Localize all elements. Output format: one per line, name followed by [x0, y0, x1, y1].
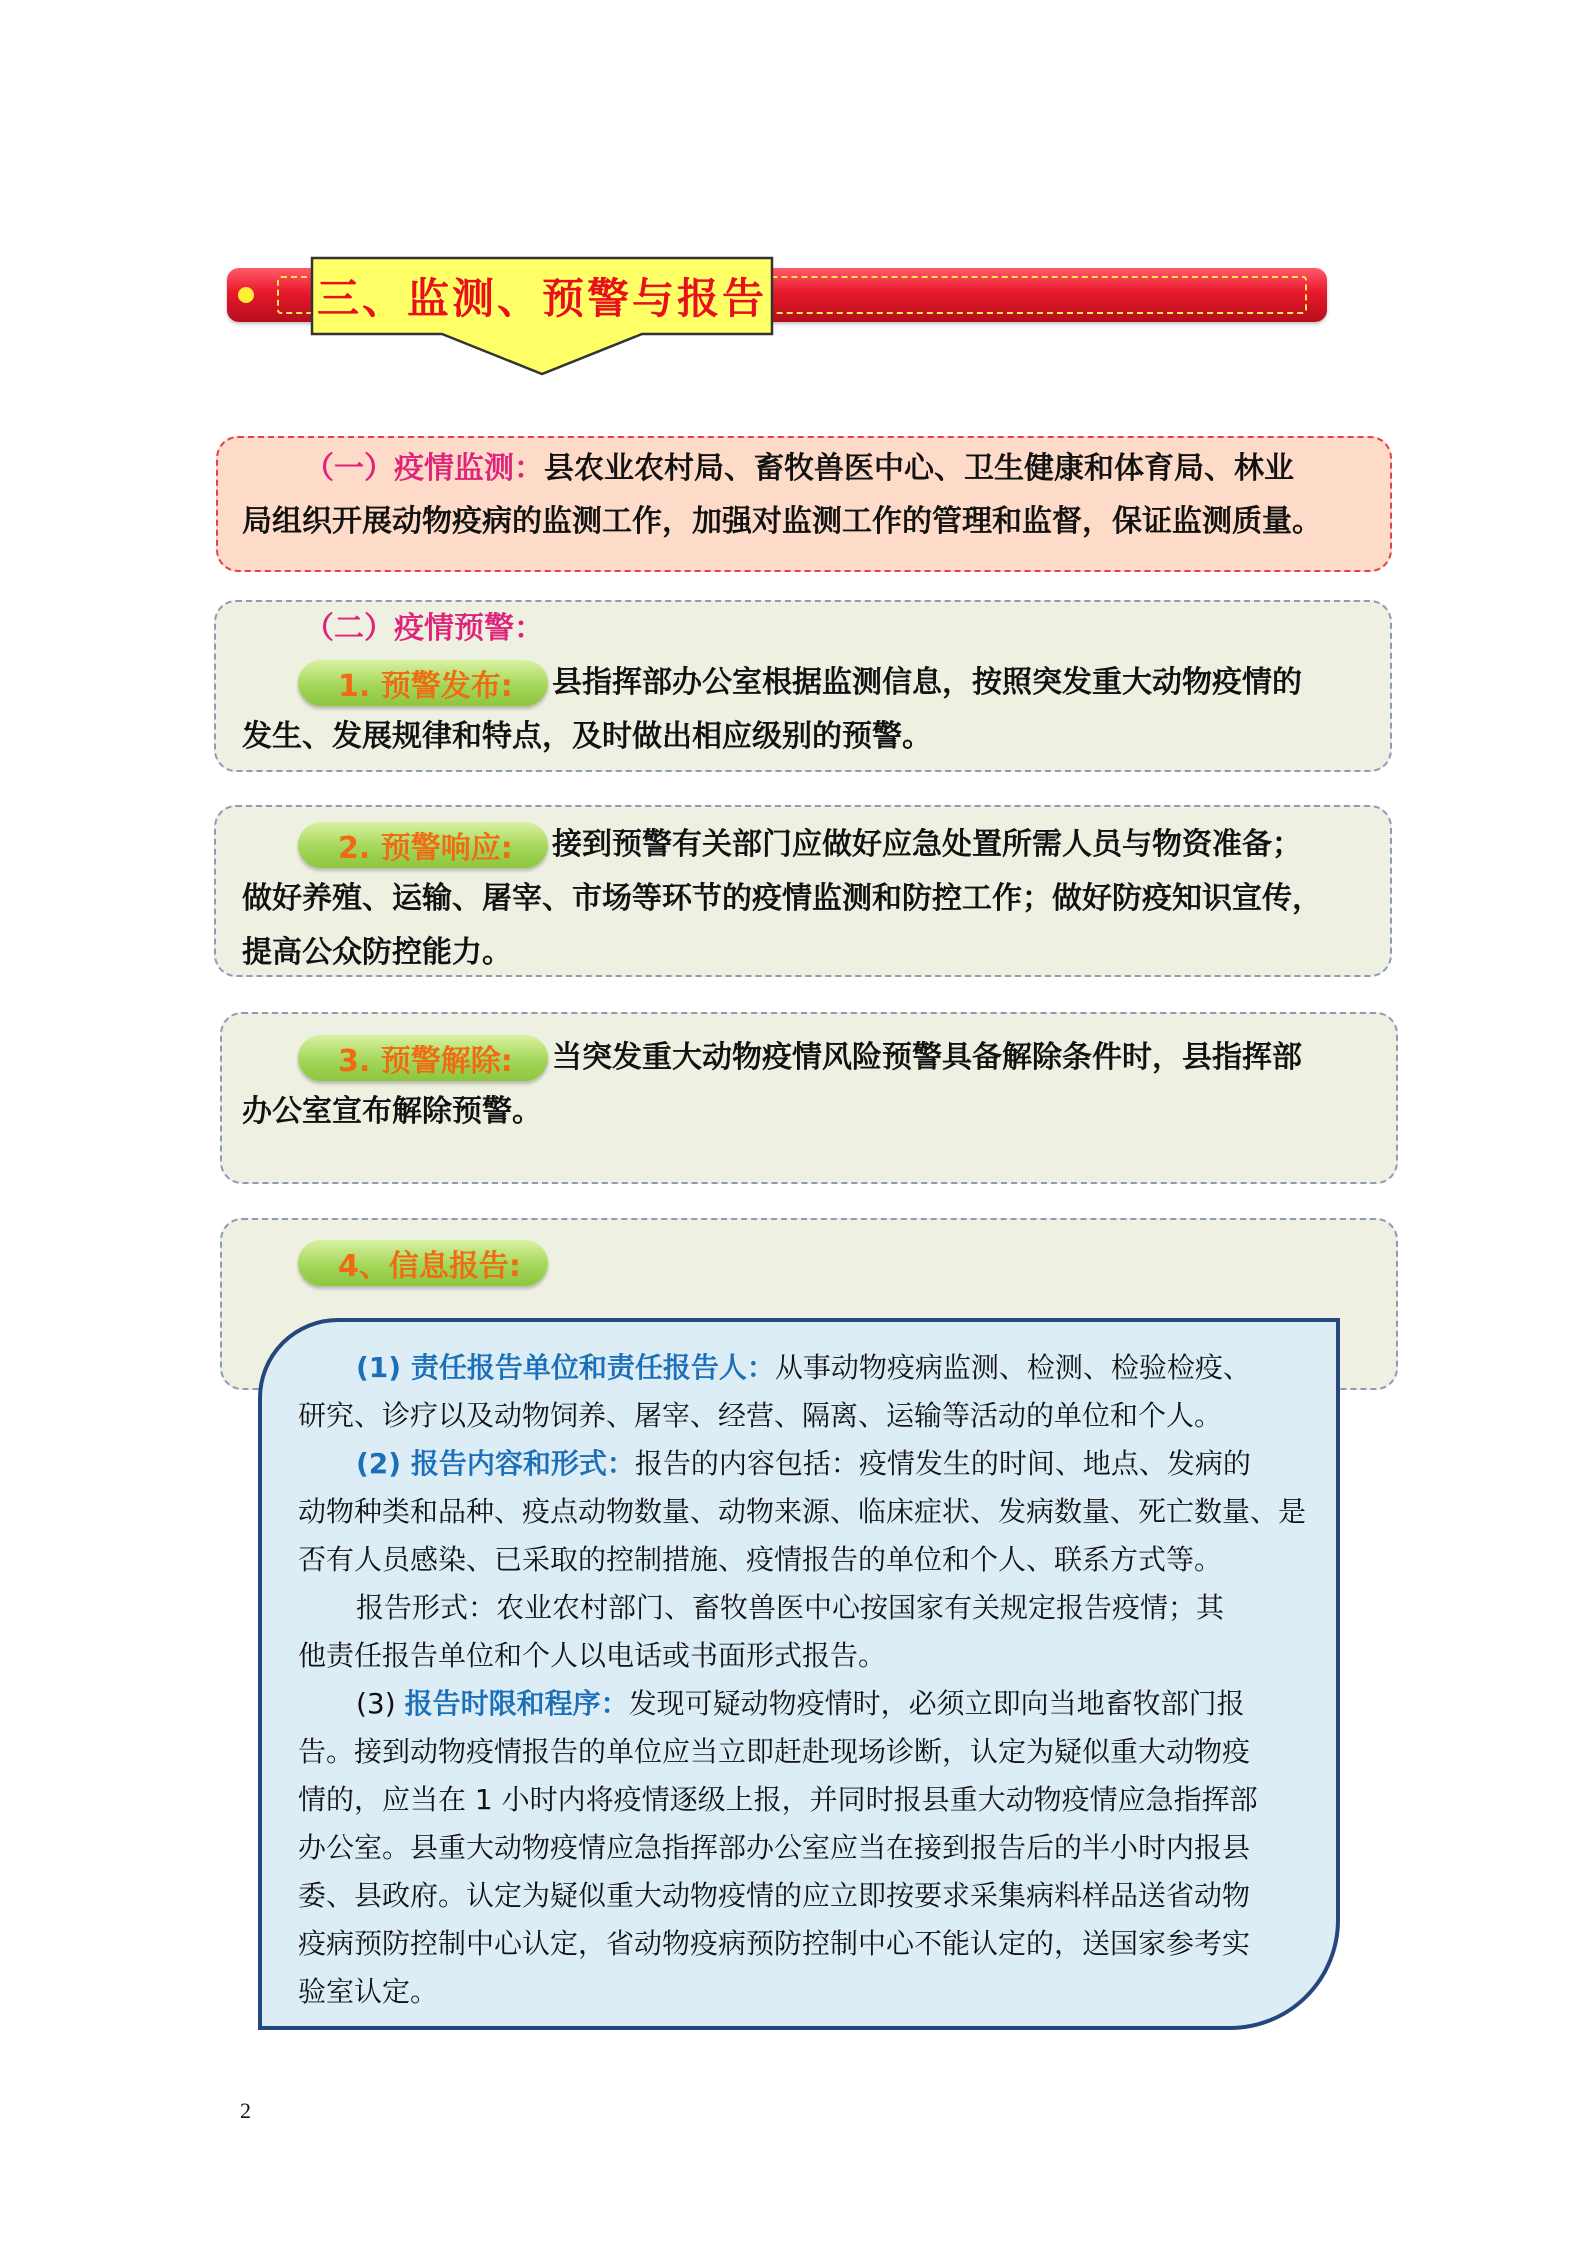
bullet-dot-icon	[238, 287, 254, 303]
monitoring-line-1: （一）疫情监测：县农业农村局、畜牧兽医中心、卫生健康和体育局、林业	[304, 451, 1294, 486]
report-section-1-head: (1) 责任报告单位和责任报告人：	[356, 1351, 775, 1384]
report-section-1-line-1: (1) 责任报告单位和责任报告人：从事动物疫病监测、检测、检验检疫、	[356, 1351, 1251, 1384]
report-section-2-line-2: 动物种类和品种、疫点动物数量、动物来源、临床症状、发病数量、死亡数量、是	[298, 1495, 1307, 1528]
report-form-line-2: 他责任报告单位和个人以电话或书面形式报告。	[298, 1639, 887, 1672]
report-section-1-line-2: 研究、诊疗以及动物饲养、屠宰、经营、隔离、运输等活动的单位和个人。	[298, 1399, 1223, 1432]
warning-response-line-3: 提高公众防控能力。	[242, 935, 512, 970]
warning-release-pill: 3. 预警解除:	[298, 1035, 548, 1081]
report-section-3-line-1: (3) 报告时限和程序：发现可疑动物疫情时，必须立即向当地畜牧部门报	[356, 1687, 1245, 1720]
warning-response-pill: 2. 预警响应:	[298, 822, 548, 868]
report-section-3-head: 报告时限和程序：	[404, 1687, 629, 1720]
monitoring-line-2: 局组织开展动物疫病的监测工作，加强对监测工作的管理和监督，保证监测质量。	[242, 504, 1322, 539]
warning-issue-line-1: 县指挥部办公室根据监测信息，按照突发重大动物疫情的	[552, 665, 1302, 700]
warning-response-line-1: 接到预警有关部门应做好应急处置所需人员与物资准备；	[552, 827, 1302, 862]
report-section-2-head: (2) 报告内容和形式：	[356, 1447, 635, 1480]
report-section-2-line-3: 否有人员感染、已采取的控制措施、疫情报告的单位和个人、联系方式等。	[298, 1543, 1223, 1576]
warning-issue-line-2: 发生、发展规律和特点，及时做出相应级别的预警。	[242, 719, 932, 754]
page-number: 2	[240, 2098, 251, 2123]
report-section-3-line-2: 告。接到动物疫情报告的单位应当立即赶赴现场诊断，认定为疑似重大动物疫	[298, 1735, 1251, 1768]
report-section-3-line-4: 办公室。县重大动物疫情应急指挥部办公室应当在接到报告后的半小时内报县	[298, 1831, 1251, 1864]
warning-release-line-2: 办公室宣布解除预警。	[242, 1094, 542, 1129]
report-section-2-line-1: (2) 报告内容和形式：报告的内容包括：疫情发生的时间、地点、发病的	[356, 1447, 1251, 1480]
report-section-3-line-7: 验室认定。	[298, 1975, 439, 2008]
warning-release-line-1: 当突发重大动物疫情风险预警具备解除条件时，县指挥部	[552, 1040, 1302, 1075]
warning-response-line-2: 做好养殖、运输、屠宰、市场等环节的疫情监测和防控工作；做好防疫知识宣传，	[242, 881, 1322, 916]
report-form-line-1: 报告形式：农业农村部门、畜牧兽医中心按国家有关规定报告疫情；其	[356, 1591, 1225, 1624]
info-report-pill: 4、信息报告:	[298, 1240, 548, 1286]
warning-issue-pill: 1. 预警发布:	[298, 660, 548, 706]
report-section-3-line-5: 委、县政府。认定为疑似重大动物疫情的应立即按要求采集病料样品送省动物	[298, 1879, 1251, 1912]
monitoring-label: （一）疫情监测：	[304, 451, 544, 486]
report-section-3-num: (3)	[356, 1687, 405, 1720]
report-section-3-line-3: 情的，应当在 1 小时内将疫情逐级上报，并同时报县重大动物疫情应急指挥部	[298, 1783, 1258, 1816]
report-section-3-line-6: 疫病预防控制中心认定，省动物疫病预防控制中心不能认定的，送国家参考实	[298, 1927, 1251, 1960]
section-title: 三、监测、预警与报告	[316, 274, 767, 323]
warning-label: （二）疫情预警：	[304, 611, 544, 646]
